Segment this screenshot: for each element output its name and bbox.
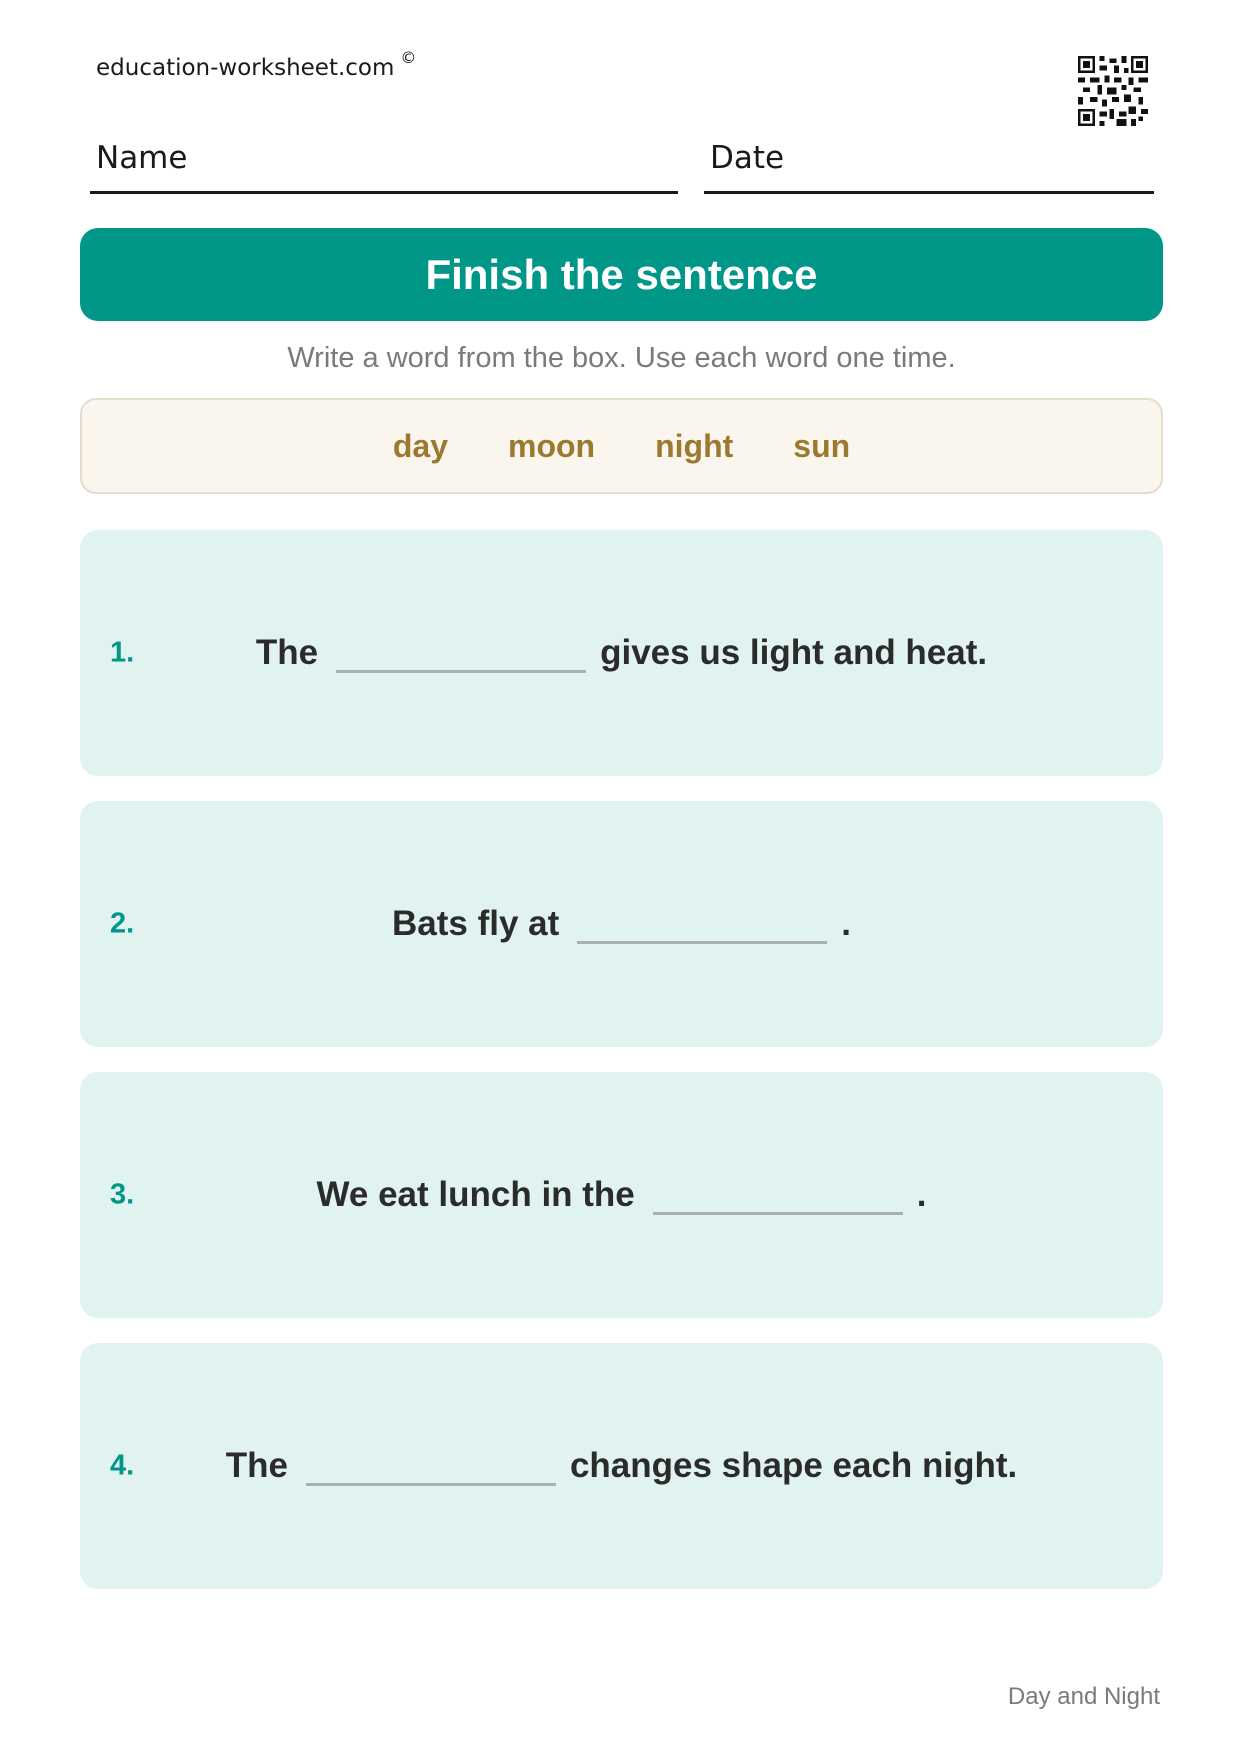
question-number: 2.	[110, 907, 135, 940]
answer-blank[interactable]	[577, 907, 827, 944]
question-sentence	[80, 1446, 1163, 1486]
question-card-1	[80, 530, 1163, 776]
copyright-mark: ©	[400, 48, 417, 67]
question-sentence	[80, 633, 1163, 673]
sentence-start: The	[255, 633, 319, 672]
instructions: Write a word from the box. Use each word one time.	[287, 342, 956, 374]
question-number: 1.	[110, 636, 135, 669]
page-title: Finish the sentence	[425, 250, 818, 298]
date-label: Date	[710, 140, 785, 176]
sentence-end: .	[841, 904, 851, 943]
word-bank-item: moon	[507, 427, 596, 464]
site-url: education-worksheet.com	[96, 55, 395, 81]
question-sentence	[80, 904, 1163, 944]
answer-blank[interactable]	[336, 636, 586, 673]
sentence-start: The	[225, 1446, 288, 1485]
question-number: 4.	[110, 1449, 135, 1482]
word-bank	[80, 398, 1163, 494]
date-field[interactable]	[704, 140, 1154, 194]
word-bank-item: night	[655, 427, 734, 464]
sentence-end: gives us light and heat.	[600, 633, 988, 672]
word-bank-item: day	[392, 427, 448, 464]
sentence-end: changes shape each night.	[569, 1446, 1018, 1485]
question-card-4	[80, 1343, 1163, 1589]
title-banner	[80, 228, 1163, 321]
sentence-start: Bats fly at	[391, 904, 560, 943]
name-field[interactable]	[90, 140, 678, 194]
sentence-end: .	[916, 1175, 927, 1214]
answer-blank[interactable]	[306, 1449, 556, 1486]
footer-topic: Day and Night	[1007, 1683, 1160, 1710]
site-name	[96, 48, 416, 81]
sentence-start: We eat lunch in the	[316, 1175, 635, 1214]
name-label: Name	[96, 140, 188, 176]
question-card-2	[80, 801, 1163, 1047]
word-bank-item: sun	[793, 427, 851, 464]
question-number: 3.	[110, 1178, 135, 1211]
question-card-3	[80, 1072, 1163, 1318]
qr-code-icon	[1078, 56, 1148, 126]
answer-blank[interactable]	[653, 1178, 903, 1215]
question-sentence	[80, 1175, 1163, 1215]
